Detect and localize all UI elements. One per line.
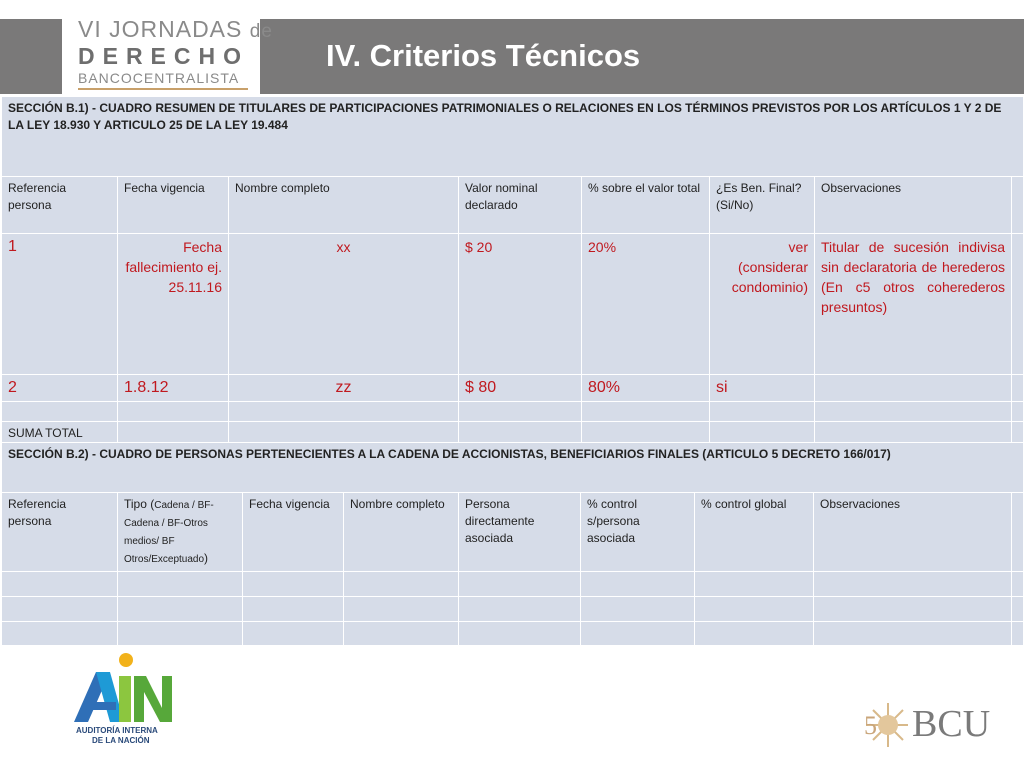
header-ben-final: ¿Es Ben. Final? (Si/No) <box>710 177 815 234</box>
page-title: IV. Criterios Técnicos <box>326 38 641 73</box>
header2-referencia: Referencia persona <box>2 493 118 572</box>
row1-fecha: Fecha fallecimiento ej. 25.11.16 <box>118 234 229 375</box>
table-row <box>2 402 1024 422</box>
table-row <box>2 622 1024 646</box>
row2-valor: $ 80 <box>459 375 582 402</box>
table-row <box>2 572 1024 597</box>
section-b1-title: SECCIÓN B.1) - CUADRO RESUMEN DE TITULARES DE PARTICIPACIONES PATRIMONIALES O RELACIONES EN LOS TÉRMINOS PREVISTOS POR LOS ARTÍCULOS 1 Y 2 DE LA LEY 18.930 Y ARTICULO 25 DE LA LEY 19.484 <box>2 97 1024 177</box>
row2-ref: 2 <box>2 375 118 402</box>
svg-text:5: 5 <box>864 711 877 740</box>
header-pct-valor: % sobre el valor total <box>582 177 710 234</box>
header2-pct-global: % control global <box>695 493 814 572</box>
ain-caption-line1: AUDITORÍA INTERNA <box>76 726 158 735</box>
table-row <box>2 234 1024 375</box>
ain-caption-line2: DE LA NACIÓN <box>92 736 150 745</box>
row2-pct: 80% <box>582 375 710 402</box>
cell-spacer <box>1012 177 1024 234</box>
header2-observaciones: Observaciones <box>814 493 1012 572</box>
table-row <box>2 597 1024 622</box>
row2-ben: si <box>710 375 815 402</box>
bcu-logo-text: BCU <box>912 703 991 745</box>
table-section-b2 <box>1 442 1024 646</box>
header-observaciones: Observaciones <box>815 177 1012 234</box>
cell-spacer <box>1012 375 1024 402</box>
logo-line1-de: de <box>249 21 273 42</box>
header-nombre: Nombre completo <box>229 177 459 234</box>
row1-pct: 20% <box>582 234 710 375</box>
suma-total-label: SUMA TOTAL <box>2 422 118 446</box>
logo-line2: DERECHO <box>78 43 250 69</box>
table-row <box>2 375 1024 402</box>
cell-spacer <box>1012 234 1024 375</box>
row1-ben: ver (considerar condominio) <box>710 234 815 375</box>
row2-nombre: zz <box>229 375 459 402</box>
header-referencia: Referencia persona <box>2 177 118 234</box>
header-fecha-vigencia: Fecha vigencia <box>118 177 229 234</box>
cell-spacer <box>1012 493 1024 572</box>
header2-pct-control: % control s/persona asociada <box>581 493 695 572</box>
logo-line3: BANCOCENTRALISTA <box>78 70 240 86</box>
logo-underline <box>78 88 248 90</box>
row2-fecha: 1.8.12 <box>118 375 229 402</box>
table-section-b1 <box>1 96 1024 446</box>
bcu-sun-icon <box>862 700 910 750</box>
section-b2-title: SECCIÓN B.2) - CUADRO DE PERSONAS PERTENECIENTES A LA CADENA DE ACCIONISTAS, BENEFICIARIOS FINALES (ARTICULO 5 DECRETO 166/017) <box>2 443 1024 493</box>
row1-nombre: xx <box>229 234 459 375</box>
row1-obs: Titular de sucesión indivisa sin declaratoria de herederos (En c5 otros coherederos presuntos) <box>815 234 1012 375</box>
row1-ref: 1 <box>2 234 118 375</box>
header2-tipo: Tipo (Cadena / BF-Cadena / BF-Otros medios/ BF Otros/Exceptuado) <box>118 493 243 572</box>
header2-nombre: Nombre completo <box>344 493 459 572</box>
header2-persona-asociada: Persona directamente asociada <box>459 493 581 572</box>
jornadas-logo <box>62 10 273 94</box>
header-valor-nominal: Valor nominal declarado <box>459 177 582 234</box>
row1-valor: $ 20 <box>459 234 582 375</box>
row2-obs <box>815 375 1012 402</box>
logo-line1: VI JORNADAS <box>78 16 243 42</box>
header2-fecha-vigencia: Fecha vigencia <box>243 493 344 572</box>
